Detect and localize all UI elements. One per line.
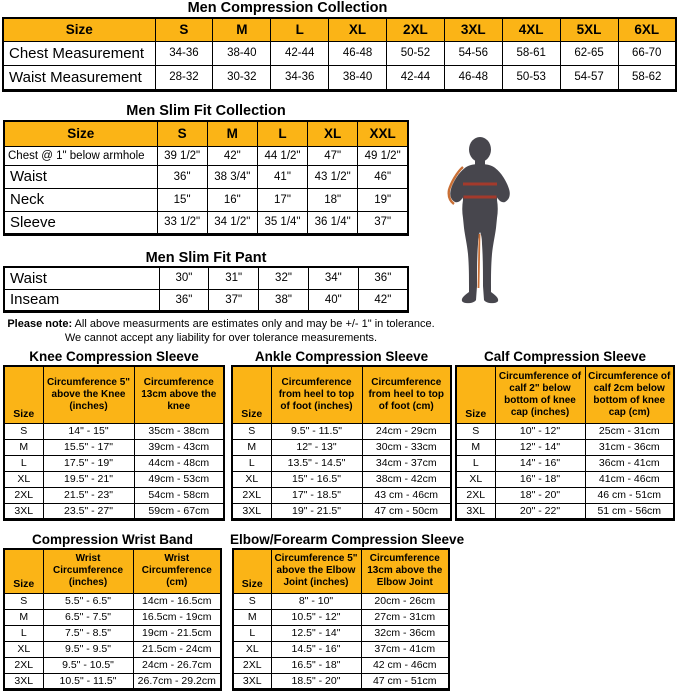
measurement-value: 36" — [157, 165, 207, 188]
size-cell: XL — [4, 641, 43, 657]
measurement-value: 54-57 — [560, 65, 618, 90]
range-cm-cell: 32cm - 36cm — [361, 625, 449, 641]
range-cm-cell: 20cm - 26cm — [361, 593, 449, 609]
measurement-value: 34" — [308, 267, 358, 289]
measurement-value: 36" — [358, 267, 408, 289]
range-cm-cell: 38cm - 42cm — [362, 471, 451, 487]
calf-compression-sleeve-table — [455, 365, 675, 521]
chest-measure-line — [463, 183, 497, 186]
size-column-header: S — [157, 121, 207, 146]
measurement-label: Sleeve — [4, 211, 157, 234]
measurement-value: 58-62 — [618, 65, 676, 90]
size-cell: 3XL — [233, 673, 271, 689]
inches-column-header: Wrist Circumference (inches) — [43, 549, 133, 593]
size-cell: 2XL — [456, 487, 495, 503]
range-inches-cell: 17" - 18.5" — [271, 487, 362, 503]
size-cell: S — [456, 423, 495, 439]
measurement-value: 30" — [159, 267, 209, 289]
measurement-value: 28-32 — [155, 65, 213, 90]
compression-wrist-band-table — [3, 548, 222, 691]
range-inches-cell: 7.5" - 8.5" — [43, 625, 133, 641]
waist-measure-line — [464, 196, 497, 199]
size-cell: 2XL — [232, 487, 271, 503]
size-column-header: L — [257, 121, 307, 146]
size-header-cell: Size — [4, 121, 157, 146]
measurement-value: 43 1/2" — [308, 165, 358, 188]
measurement-value: 46" — [358, 165, 408, 188]
size-cell: L — [4, 625, 43, 641]
range-inches-cell: 16" - 18" — [495, 471, 585, 487]
range-cm-cell: 24cm - 29cm — [362, 423, 451, 439]
range-inches-cell: 23.5" - 27" — [43, 503, 134, 519]
section-title-ankle-sleeve: Ankle Compression Sleeve — [254, 349, 429, 364]
range-cm-cell: 51 cm - 56cm — [585, 503, 674, 519]
range-inches-cell: 15" - 16.5" — [271, 471, 362, 487]
range-cm-cell: 27cm - 31cm — [361, 609, 449, 625]
range-cm-cell: 26.7cm - 29.2cm — [133, 673, 221, 689]
tolerance-note-line2: We cannot accept any liability for over tolerance measurements. — [64, 332, 378, 344]
size-column-header: 4XL — [502, 18, 560, 41]
inseam-measure-line — [479, 234, 480, 288]
measurement-label: Chest Measurement — [3, 41, 155, 65]
size-column-header: XL — [329, 18, 387, 41]
range-inches-cell: 10.5" - 12" — [271, 609, 361, 625]
measurement-value: 35 1/4" — [257, 211, 307, 234]
note-text: All above measurments are estimates only and may be +/- 1" in tolerance. — [74, 318, 435, 330]
measurement-value: 16" — [207, 188, 257, 211]
measurement-value: 34 1/2" — [207, 211, 257, 234]
range-inches-cell: 19" - 21.5" — [271, 503, 362, 519]
measurement-value: 36" — [159, 289, 209, 311]
size-cell: XL — [4, 471, 43, 487]
ankle-compression-sleeve-table — [231, 365, 452, 521]
range-inches-cell: 18" - 20" — [495, 487, 585, 503]
range-inches-cell: 15.5" - 17" — [43, 439, 134, 455]
size-column-header: XL — [308, 121, 358, 146]
measurement-label: Inseam — [4, 289, 159, 311]
size-cell: L — [232, 455, 271, 471]
section-title-slim-fit-pant: Men Slim Fit Pant — [145, 250, 267, 266]
measurement-value: 34-36 — [271, 65, 329, 90]
measurement-value: 49 1/2" — [358, 146, 408, 165]
size-cell: M — [233, 609, 271, 625]
size-column-header: L — [271, 18, 329, 41]
size-column-header: XXL — [358, 121, 408, 146]
size-cell: L — [4, 455, 43, 471]
measurement-value: 58-61 — [502, 41, 560, 65]
range-cm-cell: 54cm - 58cm — [134, 487, 224, 503]
range-cm-cell: 36cm - 41cm — [585, 455, 674, 471]
range-cm-cell: 35cm - 38cm — [134, 423, 224, 439]
range-inches-cell: 9.5" - 11.5" — [271, 423, 362, 439]
note-lead: Please note: — [7, 318, 73, 330]
range-inches-cell: 14" - 15" — [43, 423, 134, 439]
range-inches-cell: 20" - 22" — [495, 503, 585, 519]
size-cell: S — [233, 593, 271, 609]
range-cm-cell: 25cm - 31cm — [585, 423, 674, 439]
range-cm-cell: 21.5cm - 24cm — [133, 641, 221, 657]
man-silhouette-figure — [447, 136, 513, 312]
size-cell: S — [232, 423, 271, 439]
measurement-value: 46-48 — [444, 65, 502, 90]
range-inches-cell: 18.5" - 20" — [271, 673, 361, 689]
range-cm-cell: 59cm - 67cm — [134, 503, 224, 519]
range-cm-cell: 19cm - 21.5cm — [133, 625, 221, 641]
size-column-header: 2XL — [387, 18, 445, 41]
measurement-value: 42" — [358, 289, 408, 311]
men-slim-fit-pant-table — [3, 266, 409, 313]
section-title-men-compression: Men Compression Collection — [187, 0, 388, 16]
section-title-elbow-sleeve: Elbow/Forearm Compression Sleeve — [230, 532, 465, 547]
inches-column-header: Circumference of calf 2" below bottom of knee cap (inches) — [495, 366, 585, 423]
measurement-value: 17" — [257, 188, 307, 211]
measurement-value: 18" — [308, 188, 358, 211]
range-inches-cell: 6.5" - 7.5" — [43, 609, 133, 625]
measurement-value: 37" — [358, 211, 408, 234]
section-title-wrist-band: Compression Wrist Band — [31, 532, 194, 547]
size-cell: XL — [233, 641, 271, 657]
size-column-header: 5XL — [560, 18, 618, 41]
range-inches-cell: 10.5" - 11.5" — [43, 673, 133, 689]
range-cm-cell: 42 cm - 46cm — [361, 657, 449, 673]
measurement-value: 66-70 — [618, 41, 676, 65]
knee-compression-sleeve-table — [3, 365, 225, 521]
size-column-header: Size — [4, 549, 43, 593]
measurement-value: 50-52 — [387, 41, 445, 65]
measurement-value: 38-40 — [213, 41, 271, 65]
range-inches-cell: 14.5" - 16" — [271, 641, 361, 657]
size-cell: L — [233, 625, 271, 641]
measurement-value: 40" — [308, 289, 358, 311]
range-inches-cell: 19.5" - 21" — [43, 471, 134, 487]
measurement-value: 38" — [259, 289, 309, 311]
cm-column-header: Circumference 13cm above the Elbow Joint — [361, 549, 449, 593]
measurement-value: 38 3/4" — [207, 165, 257, 188]
measurement-value: 42-44 — [387, 65, 445, 90]
range-inches-cell: 10" - 12" — [495, 423, 585, 439]
cm-column-header: Circumference of calf 2cm below bottom of knee cap (cm) — [585, 366, 674, 423]
measurement-value: 42-44 — [271, 41, 329, 65]
range-inches-cell: 14" - 16" — [495, 455, 585, 471]
range-cm-cell: 47 cm - 50cm — [362, 503, 451, 519]
measurement-value: 62-65 — [560, 41, 618, 65]
range-cm-cell: 39cm - 43cm — [134, 439, 224, 455]
cm-column-header: Circumference 13cm above the knee — [134, 366, 224, 423]
range-inches-cell: 17.5" - 19" — [43, 455, 134, 471]
range-inches-cell: 21.5" - 23" — [43, 487, 134, 503]
measurement-value: 46-48 — [329, 41, 387, 65]
range-inches-cell: 9.5" - 9.5" — [43, 641, 133, 657]
measurement-value: 37" — [209, 289, 259, 311]
size-cell: 2XL — [233, 657, 271, 673]
measurement-value: 19" — [358, 188, 408, 211]
cm-column-header: Circumference from heel to top of foot (cm) — [362, 366, 451, 423]
size-column-header: Size — [232, 366, 271, 423]
range-cm-cell: 14cm - 16.5cm — [133, 593, 221, 609]
size-column-header: Size — [456, 366, 495, 423]
measurement-value: 44 1/2" — [257, 146, 307, 165]
size-cell: M — [232, 439, 271, 455]
measurement-label: Waist Measurement — [3, 65, 155, 90]
measurement-value: 47" — [308, 146, 358, 165]
tolerance-note — [0, 317, 442, 345]
measurement-value: 36 1/4" — [308, 211, 358, 234]
measurement-value: 39 1/2" — [157, 146, 207, 165]
measurement-label: Waist — [4, 267, 159, 289]
range-cm-cell: 24cm - 26.7cm — [133, 657, 221, 673]
size-column-header: 3XL — [444, 18, 502, 41]
size-cell: 3XL — [232, 503, 271, 519]
range-cm-cell: 49cm - 53cm — [134, 471, 224, 487]
size-cell: S — [4, 593, 43, 609]
size-cell: 3XL — [4, 673, 43, 689]
range-inches-cell: 12" - 13" — [271, 439, 362, 455]
size-cell: XL — [456, 471, 495, 487]
size-cell: M — [456, 439, 495, 455]
range-inches-cell: 12" - 14" — [495, 439, 585, 455]
size-cell: 3XL — [456, 503, 495, 519]
range-cm-cell: 47 cm - 51cm — [361, 673, 449, 689]
measurement-label: Chest @ 1" below armhole — [4, 146, 157, 165]
range-inches-cell: 16.5" - 18" — [271, 657, 361, 673]
section-title-slim-fit: Men Slim Fit Collection — [126, 103, 286, 119]
inches-column-header: Circumference from heel to top of foot (inches) — [271, 366, 362, 423]
range-inches-cell: 9.5" - 10.5" — [43, 657, 133, 673]
measurement-value: 15" — [157, 188, 207, 211]
measurement-value: 54-56 — [444, 41, 502, 65]
range-cm-cell: 30cm - 33cm — [362, 439, 451, 455]
size-column-header: M — [213, 18, 271, 41]
measurement-value: 38-40 — [329, 65, 387, 90]
range-inches-cell: 12.5" - 14" — [271, 625, 361, 641]
measurement-value: 41" — [257, 165, 307, 188]
inches-column-header: Circumference 5" above the Elbow Joint (inches) — [271, 549, 361, 593]
section-title-calf-sleeve: Calf Compression Sleeve — [483, 349, 647, 364]
size-cell: 3XL — [4, 503, 43, 519]
measurement-label: Neck — [4, 188, 157, 211]
size-cell: L — [456, 455, 495, 471]
measurement-value: 42" — [207, 146, 257, 165]
size-cell: M — [4, 439, 43, 455]
size-header-cell: Size — [3, 18, 155, 41]
size-column-header: Size — [233, 549, 271, 593]
size-cell: 2XL — [4, 487, 43, 503]
size-column-header: Size — [4, 366, 43, 423]
tolerance-note-line1 — [0, 317, 442, 331]
size-cell: S — [4, 423, 43, 439]
measurement-value: 34-36 — [155, 41, 213, 65]
elbow-forearm-compression-sleeve-table — [232, 548, 450, 691]
cm-column-header: Wrist Circumference (cm) — [133, 549, 221, 593]
size-column-header: M — [207, 121, 257, 146]
men-slim-fit-table — [3, 120, 409, 236]
size-cell: 2XL — [4, 657, 43, 673]
range-cm-cell: 37cm - 41cm — [361, 641, 449, 657]
measurement-value: 50-53 — [502, 65, 560, 90]
size-cell: XL — [232, 471, 271, 487]
range-cm-cell: 46 cm - 51cm — [585, 487, 674, 503]
range-inches-cell: 13.5" - 14.5" — [271, 455, 362, 471]
size-column-header: 6XL — [618, 18, 676, 41]
measurement-label: Waist — [4, 165, 157, 188]
size-cell: M — [4, 609, 43, 625]
section-title-knee-sleeve: Knee Compression Sleeve — [29, 349, 199, 364]
measurement-value: 31" — [209, 267, 259, 289]
range-cm-cell: 34cm - 37cm — [362, 455, 451, 471]
range-cm-cell: 31cm - 36cm — [585, 439, 674, 455]
measurement-value: 30-32 — [213, 65, 271, 90]
range-cm-cell: 16.5cm - 19cm — [133, 609, 221, 625]
inches-column-header: Circumference 5" above the Knee (inches) — [43, 366, 134, 423]
range-cm-cell: 43 cm - 46cm — [362, 487, 451, 503]
men-compression-table — [2, 17, 677, 92]
measurement-value: 32" — [259, 267, 309, 289]
range-inches-cell: 8" - 10" — [271, 593, 361, 609]
size-column-header: S — [155, 18, 213, 41]
measurement-value: 33 1/2" — [157, 211, 207, 234]
range-cm-cell: 41cm - 46cm — [585, 471, 674, 487]
range-cm-cell: 44cm - 48cm — [134, 455, 224, 471]
range-inches-cell: 5.5" - 6.5" — [43, 593, 133, 609]
